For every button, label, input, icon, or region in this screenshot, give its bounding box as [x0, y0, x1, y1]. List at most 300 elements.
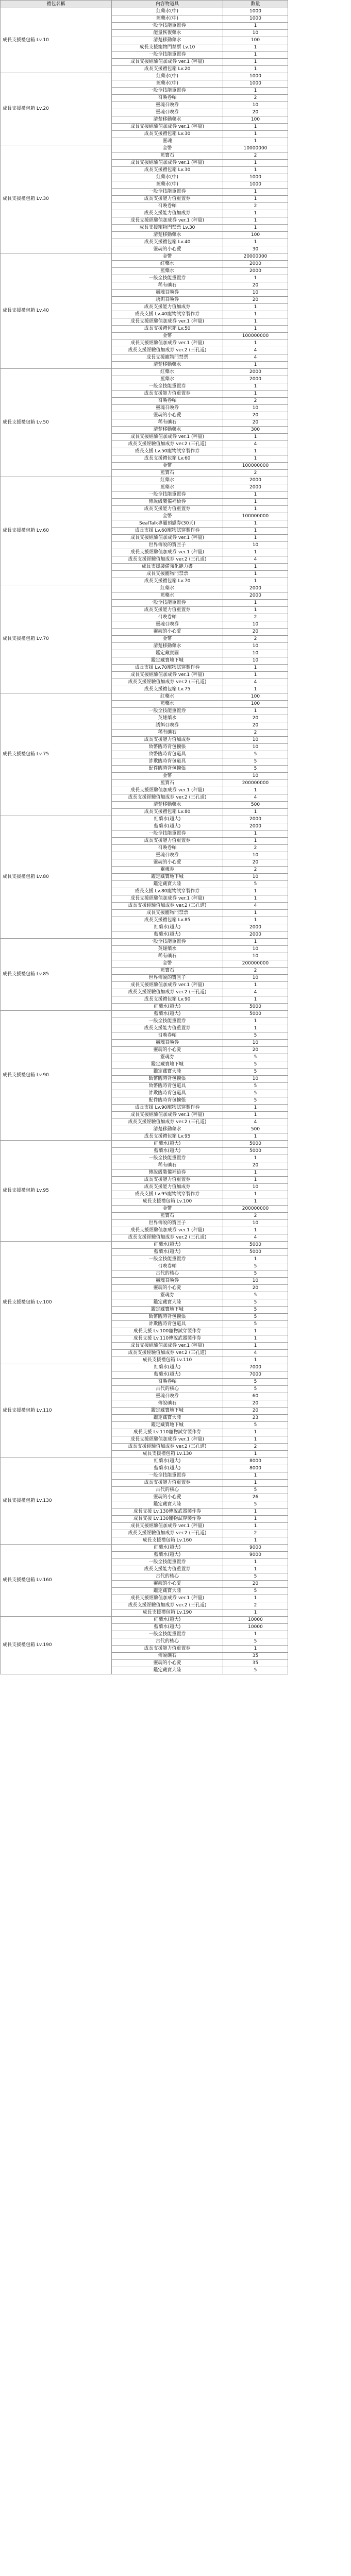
item-name-cell: 召喚卷軸: [112, 1263, 223, 1270]
item-name-cell: 成長支援能力值加成券: [112, 737, 223, 744]
quantity-cell: 5: [223, 1321, 288, 1328]
item-name-cell: 靈魂: [112, 138, 223, 145]
item-name-cell: 成長支援經驗值加成券 ver.2 (三孔道): [112, 1119, 223, 1126]
quantity-cell: 5: [223, 1379, 288, 1386]
item-name-cell: 成長支援經驗值加成券 ver.2 (三孔道): [112, 556, 223, 564]
item-name-cell: 紅藥水: [112, 585, 223, 592]
item-name-cell: 金幣: [112, 636, 223, 643]
item-name-cell: 成長支援能力值重置券: [112, 607, 223, 614]
quantity-cell: 1: [223, 1595, 288, 1602]
quantity-cell: 4: [223, 679, 288, 686]
item-name-cell: 鑑定藏寶地下城: [112, 657, 223, 665]
table-body: [1, 8, 288, 1674]
quantity-cell: 5: [223, 1090, 288, 1097]
item-name-cell: 成長支援禮包箱 Lv.130: [112, 1451, 223, 1458]
item-name-cell: 金幣: [112, 253, 223, 261]
item-name-cell: 召喚卷軸: [112, 1379, 223, 1386]
quantity-cell: 1000: [223, 73, 288, 80]
item-name-cell: 藍藥水(超大): [112, 1465, 223, 1472]
table-row: [1, 369, 288, 376]
item-name-cell: 成長支援經驗值加成券 ver.1 (秤量): [112, 787, 223, 794]
item-name-cell: 靈魂召喚券: [112, 290, 223, 297]
quantity-cell: 20: [223, 859, 288, 867]
quantity-cell: 5: [223, 1307, 288, 1314]
table-row: [1, 1364, 288, 1371]
quantity-cell: 1: [223, 787, 288, 794]
quantity-cell: 20: [223, 1408, 288, 1415]
item-name-cell: 靈魂召喚券: [112, 102, 223, 109]
item-name-cell: 成長支援經驗值加成券 ver.1 (秤量): [112, 59, 223, 66]
item-name-cell: 成長支援能力值重置券: [112, 391, 223, 398]
item-name-cell: 成長支援 Lv.100寵物試穿製作券: [112, 1328, 223, 1335]
quantity-cell: 9000: [223, 1552, 288, 1559]
quantity-cell: 5: [223, 1314, 288, 1321]
quantity-cell: 2: [223, 1213, 288, 1220]
item-name-cell: 召喚卷軸: [112, 845, 223, 852]
item-name-cell: 靈魂召喚券: [112, 621, 223, 629]
quantity-cell: 1: [223, 340, 288, 347]
quantity-cell: 10: [223, 657, 288, 665]
quantity-cell: 100: [223, 232, 288, 239]
item-name-cell: 紅藥水(中): [112, 73, 223, 80]
quantity-cell: 300: [223, 427, 288, 434]
quantity-cell: 10: [223, 405, 288, 412]
item-name-cell: 鑑定藏寶大陸: [112, 1069, 223, 1076]
item-name-cell: 一般全技能重置券: [112, 1631, 223, 1638]
quantity-cell: 60: [223, 1393, 288, 1400]
item-name-cell: 靈魂的小心愛: [112, 1660, 223, 1667]
quantity-cell: 35: [223, 1660, 288, 1667]
quantity-cell: 1: [223, 1170, 288, 1177]
item-name-cell: 金幣: [112, 333, 223, 340]
quantity-cell: 5000: [223, 1011, 288, 1018]
item-name-cell: 靈魂召喚券: [112, 852, 223, 859]
item-name-cell: 藍藥水(超大): [112, 1552, 223, 1559]
quantity-cell: 1: [223, 1566, 288, 1573]
quantity-cell: 2: [223, 968, 288, 975]
item-name-cell: 成長支援 Lv.40寵物試穿製作券: [112, 311, 223, 318]
item-name-cell: 藍藥水(超大): [112, 1148, 223, 1155]
quantity-cell: 5: [223, 881, 288, 888]
quantity-cell: 2000: [223, 477, 288, 484]
gift-name-cell: 成長支援禮包箱 Lv.60: [1, 477, 112, 585]
quantity-cell: 200000000: [223, 1206, 288, 1213]
quantity-cell: 8000: [223, 1465, 288, 1472]
item-name-cell: 成長支援經驗值加成券 ver.1 (秤量): [112, 1343, 223, 1350]
quantity-cell: 20: [223, 412, 288, 419]
item-name-cell: 藍藥水(超大): [112, 1371, 223, 1379]
quantity-cell: 4: [223, 1119, 288, 1126]
quantity-cell: 2: [223, 730, 288, 737]
quantity-cell: 100000000: [223, 463, 288, 470]
quantity-cell: 2: [223, 614, 288, 621]
quantity-cell: 5: [223, 1501, 288, 1509]
quantity-cell: 2: [223, 1602, 288, 1609]
quantity-cell: 1: [223, 131, 288, 138]
gift-name-cell: 成長支援禮包箱 Lv.95: [1, 1141, 112, 1242]
item-name-cell: 紅藥水(超大): [112, 924, 223, 931]
quantity-cell: 1000: [223, 15, 288, 23]
item-name-cell: 成長支援能力值重置券: [112, 196, 223, 203]
item-name-cell: 金幣: [112, 773, 223, 780]
quantity-cell: 5: [223, 1292, 288, 1299]
quantity-cell: 5: [223, 1032, 288, 1040]
quantity-cell: 1: [223, 1429, 288, 1436]
quantity-cell: 1: [223, 189, 288, 196]
quantity-cell: 1: [223, 686, 288, 693]
quantity-cell: 2: [223, 845, 288, 852]
item-name-cell: 藍藥水: [112, 376, 223, 383]
quantity-cell: 5: [223, 766, 288, 773]
item-name-cell: 英雄藥水: [112, 946, 223, 953]
quantity-cell: 1: [223, 708, 288, 715]
quantity-cell: 1: [223, 210, 288, 217]
quantity-cell: 1: [223, 600, 288, 607]
header-item-name: 內容物道具: [112, 1, 223, 8]
quantity-cell: 1: [223, 1480, 288, 1487]
quantity-cell: 10: [223, 953, 288, 960]
item-name-cell: 成長支援能力值加成券: [112, 1184, 223, 1191]
table-row: [1, 8, 288, 15]
quantity-cell: 1: [223, 1328, 288, 1335]
quantity-cell: 10: [223, 542, 288, 549]
item-name-cell: 靈魂召喚券: [112, 1393, 223, 1400]
quantity-cell: 1: [223, 311, 288, 318]
quantity-cell: 20: [223, 1285, 288, 1292]
item-name-cell: 世界傳說的寶匣子: [112, 542, 223, 549]
item-name-cell: 成長支援能力值重置券: [112, 1480, 223, 1487]
item-name-cell: 鑑定藏寶圖: [112, 650, 223, 657]
quantity-cell: 10000: [223, 1624, 288, 1631]
item-name-cell: 成長支援 Lv.90寵物試穿製作券: [112, 1105, 223, 1112]
quantity-cell: 5: [223, 1667, 288, 1674]
item-name-cell: 成長支援經驗值加成券 ver.2 (三孔道): [112, 441, 223, 448]
quantity-cell: 1: [223, 1646, 288, 1653]
quantity-cell: 10000000: [223, 145, 288, 152]
item-name-cell: 靈魂召喚券: [112, 1040, 223, 1047]
item-name-cell: 成長支援經驗值加成券 ver.1 (秤量): [112, 895, 223, 903]
item-name-cell: 成長支援經驗值加成券 ver.1 (秤量): [112, 1112, 223, 1119]
quantity-cell: 10: [223, 650, 288, 657]
item-name-cell: 成長支援禮包箱 Lv.90: [112, 996, 223, 1004]
table-row: [1, 1458, 288, 1465]
quantity-cell: 5: [223, 1083, 288, 1090]
quantity-cell: 4: [223, 903, 288, 910]
table-row: [1, 1011, 288, 1018]
item-name-cell: 致幣臨時背包擴張: [112, 1314, 223, 1321]
quantity-cell: 1: [223, 535, 288, 542]
item-name-cell: 靈魂券: [112, 1292, 223, 1299]
item-name-cell: 藍藥水(超大): [112, 1624, 223, 1631]
quantity-cell: 1: [223, 939, 288, 946]
quantity-cell: 5: [223, 1054, 288, 1061]
item-name-cell: 一般全技能重置券: [112, 708, 223, 715]
quantity-cell: 2: [223, 398, 288, 405]
item-name-cell: 成長支援經驗值加成券 ver.1 (秤量): [112, 318, 223, 326]
item-name-cell: 成長支援禮包箱 Lv.110: [112, 1357, 223, 1364]
item-name-cell: 成長支援能力值重置券: [112, 838, 223, 845]
quantity-cell: 5000: [223, 1249, 288, 1256]
item-name-cell: 一般全技能重置券: [112, 1559, 223, 1566]
item-name-cell: 成長支援經驗值加成券 ver.2 (三孔道): [112, 989, 223, 996]
quantity-cell: 1: [223, 1133, 288, 1141]
quantity-cell: 26: [223, 1494, 288, 1501]
quantity-cell: 10: [223, 643, 288, 650]
quantity-cell: 5: [223, 1422, 288, 1429]
quantity-cell: 1: [223, 275, 288, 282]
item-name-cell: 金幣: [112, 145, 223, 152]
item-name-cell: 藍藥水: [112, 484, 223, 492]
quantity-cell: 10: [223, 975, 288, 982]
item-name-cell: 金幣: [112, 1206, 223, 1213]
quantity-cell: 1: [223, 571, 288, 578]
quantity-cell: 1: [223, 167, 288, 174]
quantity-cell: 30: [223, 246, 288, 253]
item-name-cell: 傳說級裝備補給券: [112, 1170, 223, 1177]
item-name-cell: 鑑定藏寶大陸: [112, 1415, 223, 1422]
quantity-cell: 5: [223, 1299, 288, 1307]
table-row: [1, 477, 288, 484]
quantity-cell: 4: [223, 556, 288, 564]
quantity-cell: 5: [223, 1386, 288, 1393]
quantity-cell: 2: [223, 636, 288, 643]
quantity-cell: 1000: [223, 181, 288, 189]
table-row: [1, 1617, 288, 1624]
quantity-cell: 20: [223, 1400, 288, 1408]
table-row: [1, 816, 288, 823]
item-name-cell: 誘餌召喚券: [112, 297, 223, 304]
item-name-cell: 靈魂券: [112, 1054, 223, 1061]
quantity-cell: 1: [223, 910, 288, 917]
quantity-cell: 1: [223, 59, 288, 66]
item-name-cell: 紅藥水: [112, 693, 223, 701]
item-name-cell: 能量恢復藥水: [112, 30, 223, 37]
quantity-cell: 20: [223, 297, 288, 304]
item-name-cell: 成長支援寵物門禁票 Lv.10: [112, 44, 223, 52]
quantity-cell: 5: [223, 1263, 288, 1270]
item-name-cell: 靈魂的小心愛: [112, 1494, 223, 1501]
quantity-cell: 1: [223, 1436, 288, 1444]
item-name-cell: 成長支援能力值加成券: [112, 304, 223, 311]
item-name-cell: 靈魂召喚券: [112, 405, 223, 412]
quantity-cell: 5000: [223, 1141, 288, 1148]
item-name-cell: 致幣臨時背包擴張: [112, 1076, 223, 1083]
item-name-cell: 紅藥水: [112, 369, 223, 376]
item-name-cell: 成長支援經驗值加成券 ver.1 (秤量): [112, 160, 223, 167]
item-name-cell: 成長支援禮包箱 Lv.75: [112, 686, 223, 693]
item-name-cell: 成長支援禮包箱 Lv.20: [112, 66, 223, 73]
quantity-cell: 1: [223, 362, 288, 369]
item-name-cell: 世界傳說的寶匣子: [112, 975, 223, 982]
item-name-cell: 成長支援禮包箱 Lv.190: [112, 1609, 223, 1617]
item-name-cell: 金幣: [112, 463, 223, 470]
item-name-cell: 藍寶石: [112, 152, 223, 160]
quantity-cell: 5: [223, 1573, 288, 1581]
item-name-cell: 靈魂的小心愛: [112, 412, 223, 419]
item-name-cell: 召喚卷軸: [112, 398, 223, 405]
quantity-cell: 20: [223, 715, 288, 722]
item-name-cell: 成長支援 Lv.95寵物試穿製作券: [112, 1191, 223, 1198]
item-name-cell: 成長支援經驗值加成券 ver.2 (三孔道): [112, 1530, 223, 1537]
quantity-cell: 5: [223, 1588, 288, 1595]
quantity-cell: 10: [223, 1278, 288, 1285]
item-name-cell: 成長支援寵物門禁票: [112, 571, 223, 578]
quantity-cell: 2000: [223, 592, 288, 600]
quantity-cell: 200000000: [223, 780, 288, 787]
item-name-cell: 藍藥水(中): [112, 181, 223, 189]
gift-name-cell: 成長支援禮包箱 Lv.75: [1, 693, 112, 816]
item-name-cell: 藍寶石: [112, 470, 223, 477]
quantity-cell: 9000: [223, 1545, 288, 1552]
quantity-cell: 23: [223, 1415, 288, 1422]
quantity-cell: 10000: [223, 1617, 288, 1624]
item-name-cell: 成長支援 Lv.110傳說武器製作券: [112, 1335, 223, 1343]
item-name-cell: 靈魂的小心愛: [112, 1285, 223, 1292]
item-name-cell: 一般全技能重置券: [112, 939, 223, 946]
item-name-cell: 稀有礦石: [112, 419, 223, 427]
quantity-cell: 20000000: [223, 253, 288, 261]
quantity-cell: 1000: [223, 174, 288, 181]
item-name-cell: 鑑定藏寶地下城: [112, 1307, 223, 1314]
quantity-cell: 1: [223, 217, 288, 225]
quantity-cell: 2000: [223, 376, 288, 383]
item-name-cell: 鑑定藏寶地下城: [112, 1061, 223, 1069]
quantity-cell: 1: [223, 895, 288, 903]
item-name-cell: 成長支援經驗值加成券 ver.2 (三孔道): [112, 1234, 223, 1242]
quantity-cell: 1: [223, 1609, 288, 1617]
table-row: [1, 693, 288, 701]
item-name-cell: 成長支援禮包箱 Lv.30: [112, 167, 223, 174]
quantity-cell: 2: [223, 152, 288, 160]
quantity-cell: 4: [223, 441, 288, 448]
item-name-cell: 紅藥水(超大): [112, 1242, 223, 1249]
quantity-cell: 1: [223, 838, 288, 845]
item-name-cell: 成長支援 Lv.50寵物試穿製作券: [112, 448, 223, 455]
quantity-cell: 1: [223, 66, 288, 73]
item-name-cell: 傳說級裝備補給券: [112, 499, 223, 506]
item-name-cell: 成長支援 Lv.130傳說武器製作券: [112, 1509, 223, 1516]
quantity-cell: 10: [223, 946, 288, 953]
item-name-cell: 詐欺臨時背包道具: [112, 1321, 223, 1328]
quantity-cell: 8000: [223, 1458, 288, 1465]
item-name-cell: 詐欺臨時背包道具: [112, 1090, 223, 1097]
quantity-cell: 20: [223, 1581, 288, 1588]
table-row: [1, 1242, 288, 1249]
quantity-cell: 1: [223, 809, 288, 816]
quantity-cell: 5: [223, 1097, 288, 1105]
quantity-cell: 5: [223, 758, 288, 766]
item-name-cell: 成長支援經驗值加成券 ver.1 (秤量): [112, 217, 223, 225]
quantity-cell: 10: [223, 1040, 288, 1047]
quantity-cell: 1: [223, 564, 288, 571]
quantity-cell: 1: [223, 1198, 288, 1206]
item-name-cell: 一般全技能重置券: [112, 831, 223, 838]
quantity-cell: 1000: [223, 8, 288, 15]
table-row: [1, 253, 288, 261]
quantity-cell: 10: [223, 290, 288, 297]
item-name-cell: 鑑定藏寶地下城: [112, 874, 223, 881]
quantity-cell: 2000: [223, 816, 288, 823]
item-name-cell: 成長支援禮包箱 Lv.30: [112, 131, 223, 138]
table-row: [1, 73, 288, 80]
item-name-cell: 成長支援能力值加成券: [112, 210, 223, 217]
item-name-cell: 詐欺臨時背包道具: [112, 758, 223, 766]
quantity-cell: 1: [223, 1191, 288, 1198]
item-name-cell: 成長支援禮包箱 Lv.70: [112, 578, 223, 585]
item-name-cell: 成長支援經驗值加成券 ver.2 (三孔道): [112, 679, 223, 686]
item-name-cell: 成長支援經驗值加成券 ver.2 (三孔道): [112, 903, 223, 910]
quantity-cell: 1: [223, 499, 288, 506]
quantity-cell: 1: [223, 239, 288, 246]
quantity-cell: 10: [223, 773, 288, 780]
quantity-cell: 1: [223, 1335, 288, 1343]
item-name-cell: 清楚移動藥水: [112, 362, 223, 369]
item-name-cell: 鑑定藏寶大陸: [112, 1588, 223, 1595]
quantity-cell: 10: [223, 102, 288, 109]
item-name-cell: 古代的核心: [112, 1270, 223, 1278]
quantity-cell: 1: [223, 1227, 288, 1234]
table-row: [1, 1141, 288, 1148]
item-name-cell: 古代的核心: [112, 1573, 223, 1581]
quantity-cell: 1: [223, 1177, 288, 1184]
item-name-cell: 成長支援禮包箱 Lv.50: [112, 326, 223, 333]
item-name-cell: 配件臨時背包擴張: [112, 1097, 223, 1105]
quantity-cell: 1: [223, 88, 288, 95]
item-name-cell: 古代的核心: [112, 1638, 223, 1646]
quantity-cell: 100000000: [223, 513, 288, 520]
item-name-cell: 清楚移動藥水: [112, 802, 223, 809]
item-name-cell: 一般全技能重置券: [112, 52, 223, 59]
item-name-cell: 成長支援經驗值加成券 ver.1 (秤量): [112, 434, 223, 441]
table-row: [1, 1545, 288, 1552]
quantity-cell: 1: [223, 1343, 288, 1350]
quantity-cell: 1: [223, 996, 288, 1004]
quantity-cell: 1: [223, 225, 288, 232]
item-name-cell: 鑑定藏寶大陸: [112, 1299, 223, 1307]
gift-name-cell: 成長支援禮包箱 Lv.70: [1, 585, 112, 693]
quantity-cell: 1: [223, 1509, 288, 1516]
item-name-cell: 世界傳說的寶匣子: [112, 1220, 223, 1227]
gift-name-cell: 成長支援禮包箱 Lv.10: [1, 8, 112, 73]
item-name-cell: 古代的核心: [112, 1386, 223, 1393]
item-name-cell: 紅藥水: [112, 477, 223, 484]
quantity-cell: 2: [223, 867, 288, 874]
quantity-cell: 4: [223, 989, 288, 996]
quantity-cell: 2000: [223, 261, 288, 268]
item-name-cell: 藍藥水(中): [112, 15, 223, 23]
quantity-cell: 1: [223, 391, 288, 398]
item-name-cell: 成長支援經驗值加成券 ver.2 (三孔道): [112, 1444, 223, 1451]
quantity-cell: 1: [223, 520, 288, 528]
table-row: [1, 585, 288, 592]
quantity-cell: 10: [223, 621, 288, 629]
item-name-cell: 成長支援 Lv.70寵物試穿製作券: [112, 665, 223, 672]
item-name-cell: 成長支援能力值重置券: [112, 506, 223, 513]
item-name-cell: 成長支援能力值重置券: [112, 1177, 223, 1184]
quantity-cell: 1: [223, 831, 288, 838]
header-quantity: 數量: [223, 1, 288, 8]
quantity-cell: 2000: [223, 369, 288, 376]
quantity-cell: 1: [223, 304, 288, 311]
item-name-cell: 成長支援經驗值加成券 ver.1 (秤量): [112, 982, 223, 989]
item-name-cell: 成長支援寵物門禁票: [112, 354, 223, 362]
item-name-cell: 成長支援禮包箱 Lv.100: [112, 1198, 223, 1206]
item-name-cell: 紅藥水(超大): [112, 1141, 223, 1148]
quantity-cell: 1: [223, 434, 288, 441]
quantity-cell: 1: [223, 549, 288, 556]
quantity-cell: 7000: [223, 1364, 288, 1371]
gift-name-cell: 成長支援禮包箱 Lv.190: [1, 1617, 112, 1674]
